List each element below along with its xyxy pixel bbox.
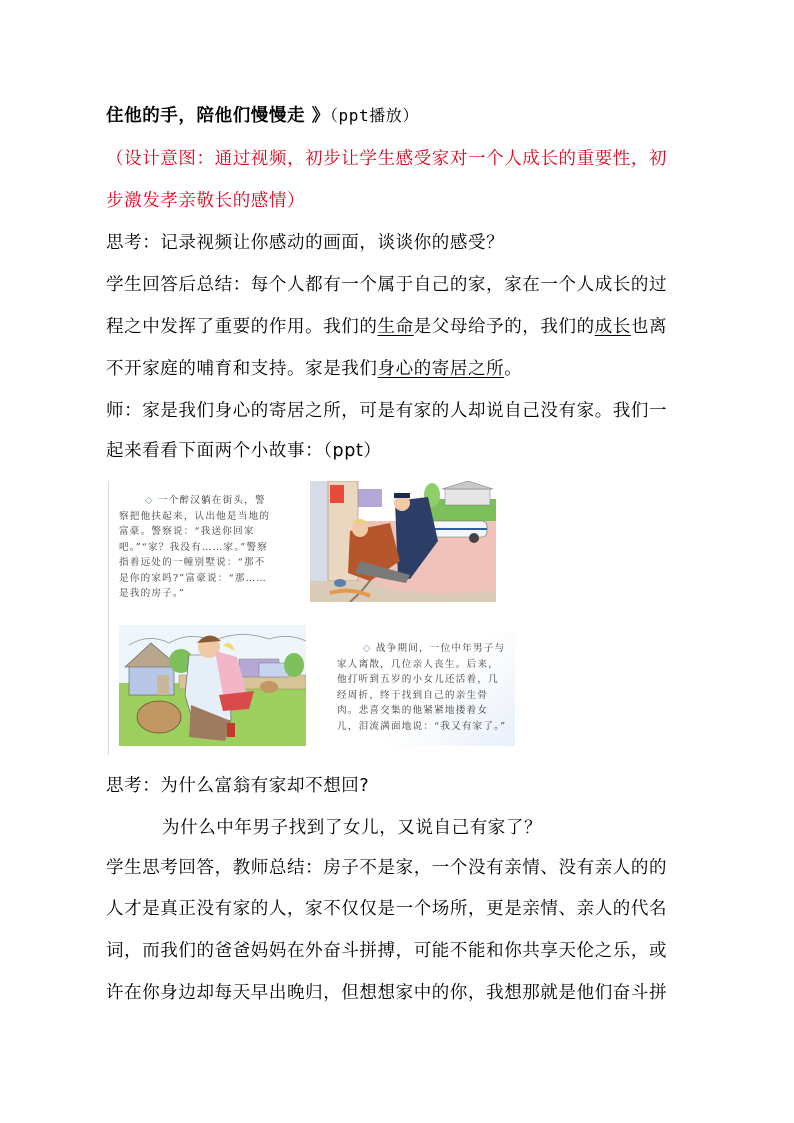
design-intent-line-2: 步激发孝亲敬长的感情） [106, 191, 306, 211]
story-drunk-rich-man [119, 493, 274, 602]
video-title-fragment: 住他的手，陪他们慢慢走 》 [106, 106, 330, 126]
conclusion-line-3: 词，而我们的爸爸妈妈在外奋斗拼搏，可能不能和你共享天伦之乐，或 [106, 941, 668, 961]
story-father-finds-daughter [327, 631, 515, 746]
summary-line-3 [106, 357, 522, 381]
conclusion-line-2: 人才是真正没有家的人，家不仅仅是一个场所，更是亲情、亲人的代名 [106, 899, 668, 919]
police-scene-image [310, 481, 496, 602]
design-intent-line-1: （设计意图：通过视频，初步让学生感受家对一个人成长的重要性，初 [106, 149, 668, 169]
summary-line-1: 学生回答后总结：每个人都有一个属于自己的家，家在一个人成长的过 [106, 275, 668, 295]
underlined-growth: 成长 [594, 317, 631, 337]
diamond-bullet-icon: ◇ [145, 495, 154, 506]
teacher-line-1: 师：家是我们身心的寄居之所，可是有家的人却说自己没有家。我们一 [106, 401, 668, 421]
underlined-life: 生命 [377, 317, 414, 337]
conclusion-line-1: 学生思考回答，教师总结：房子不是家，一个没有亲情、没有亲人的的 [106, 858, 668, 878]
illustration-police-helping-man [310, 481, 496, 602]
teacher-line-2: 起来看看下面两个小故事：（ppt） [106, 441, 382, 461]
text-fragment: 也离 [630, 317, 668, 337]
text-fragment: 不开家庭的哺育和支持。家是我们 [106, 359, 378, 379]
text-fragment: 程之中发挥了重要的作用。我们的 [106, 317, 378, 337]
family-scene-image [119, 625, 306, 746]
illustration-father-hugging-daughter [119, 625, 306, 746]
think-question-3: 为什么中年男子找到了女儿，又说自己有家了？ [162, 818, 543, 838]
stories-figure [108, 481, 508, 755]
think-question-2: 思考：为什么富翁有家却不想回? [106, 776, 370, 796]
story-text: 战争期间，一位中年男子与家人离散，几位亲人丧生。后来，他打听到五岁的小女儿还活着，几经周折，终于找到自己的亲生骨肉。悲喜交集的他紧紧地搂着女儿，泪流满面地说：“我又有家了。” [337, 643, 507, 732]
think-question-1: 思考：记录视频让你感动的画面，谈谈你的感受？ [106, 233, 505, 253]
text-fragment: 是父母给予的，我们的 [413, 317, 595, 337]
conclusion-line-4: 许在你身边却每天早出晚归，但想想家中的你，我想那就是他们奋斗拼 [106, 983, 668, 1003]
ppt-note: （ppt播放） [329, 106, 420, 125]
heading-line [106, 104, 419, 128]
summary-line-2 [106, 315, 667, 339]
underlined-home-of-body-mind: 身心的寄居之所 [377, 359, 505, 379]
story-text: 一个醉汉躺在街头，警察把他扶起来，认出他是当地的富豪。警察说：“我送你回家吧。”“家？我没有……家。”警察指着远处的一幢别墅说：“那不是你的家吗?”富豪说：“那……是我的房子。” [119, 495, 271, 599]
text-fragment: 。 [504, 359, 523, 379]
diamond-bullet-icon: ◇ [363, 643, 372, 654]
